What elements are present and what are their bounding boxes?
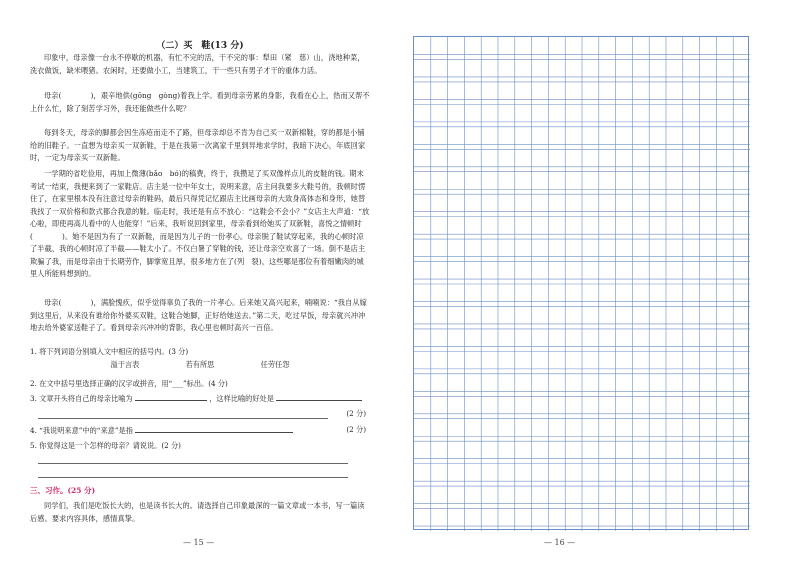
answer-blank-3b[interactable] (276, 400, 362, 401)
question-3-middle: ，这样比喻的好处是 (209, 394, 274, 403)
paragraph-1: 印象中，母亲像一台永不停歇的机器，有忙不完的活，干不完的事：犁田（紧 慈）山，浇地种菜，洗衣做饭，缺米喂猪。农闲时，还要做小工，当建筑工，干一些只有男子才干的重体力活。 (30, 53, 365, 75)
question-3 (30, 393, 370, 405)
option-1: 溢于言表 (110, 360, 140, 369)
question-4 (30, 425, 370, 437)
question-3-score: (2 分) (346, 409, 366, 418)
answer-line-3[interactable] (38, 418, 328, 419)
paragraph-5: 母亲( )，满脸愧疚，似乎觉得辜负了我的一片孝心。后来她又高兴起来，喃喃说：“我自从嫁到这里后，从来没有谁给你外婆买双鞋，这鞋合她脚，正好给她送去。”第二天，吃过早饭，母亲就兴冲冲地去给外婆家送鞋子了。看到母亲兴冲冲的背影，我心里也顿时高兴一百倍。 (30, 298, 367, 332)
paragraph-2: 母亲( )，艰辛地供(gōng gòng)着我上学。看到母亲劳累的身影，我看在心上，热而又帮不上什么忙，除了刻苦学习外，我还能做些什么呢？ (30, 91, 370, 113)
essay-prompt: 同学们，我们是吃饭长大的，也是读书长大的。请选择自己印象最深的一篇文章或一本书，写一篇读后感。要求内容具体，感情真挚。 (30, 501, 365, 523)
question-1: 1. 将下列词语分别填入文中相应的括号内。(3 分) (30, 347, 189, 356)
question-3-prefix: 3. 文章开头将自己的母亲比喻为 (30, 394, 133, 403)
question-4-prefix: 4. “我说明来意”中的“来意”是指 (30, 426, 133, 435)
grid-lines (414, 37, 750, 531)
right-page (400, 0, 800, 576)
option-3: 任劳任怨 (260, 360, 290, 369)
writing-grid[interactable] (413, 36, 749, 530)
section2-title: （二）买 鞋(13 分) (156, 41, 244, 51)
section3-title: 三、习作。(25 分) (30, 486, 96, 495)
question-1-options (0, 360, 400, 370)
answer-line-5a[interactable] (38, 463, 348, 464)
question-2: 2. 在文中括号里选择正确的汉字或拼音，用“___”标出。(4 分) (30, 379, 228, 388)
page-number-left: — 15 — (183, 538, 215, 547)
paragraph-3: 每到冬天，母亲的脚都会因生冻疮而走不了路，但母亲却总不肯为自己买一双新棉鞋，穿的都是小铺给的旧鞋子。一直想为母亲买一双新鞋，于是在我第一次离家千里到异地求学时，我暗下决心，年底回家时，一定为母亲买一双新鞋。 (30, 128, 366, 162)
answer-blank-4[interactable] (135, 432, 293, 433)
answer-blank-3a[interactable] (135, 400, 207, 401)
paragraph-4: 一学期的省吃俭用，再加上微薄(bǎo bó)的稿费，终于，我攒足了买双像样点儿的皮鞋的钱。期末考试一结束，我便来到了一家鞋店。店主是一位中年女士，说明来意，店主问我要多大鞋号的，我顿时愣住了，在家里根本没有注意过母亲的鞋码，最后只得凭记忆跟店主比画母亲的大致身高体态和身形，她替我找了一双价格和款式都合我意的鞋。临走时，我还是有点不放心：“这鞋会不会小？”女店主大声道：“放心啦，即使再高儿看中的人也能穿！”后来，我听说回到家里，母亲看到给她买了双新鞋，喜悦之情顿时( )。她不是因为有了一双新鞋，而是因为儿子的一份孝心。母亲脱了鞋试穿起来，我的心顿时凉了半截，我的心顿时凉了半截——鞋太小了。不仅白暑了穿鞋的钱，还让母亲空欢喜了一场。倒不是店主欺骗了我，而是母亲由于长期劳作，脚掌宽且厚，很多地方在了(列 裂)，这些哪是那位有着细嫩肉的城里人所能料想到的。 (30, 169, 370, 278)
option-2: 若有所思 (185, 360, 215, 369)
answer-line-5b[interactable] (38, 477, 348, 478)
page-number-right: — 16 — (544, 538, 576, 547)
question-5: 5. 你觉得这是一个怎样的母亲？请说说。(2 分) (30, 441, 181, 450)
question-4-score: (2 分) (346, 425, 366, 434)
